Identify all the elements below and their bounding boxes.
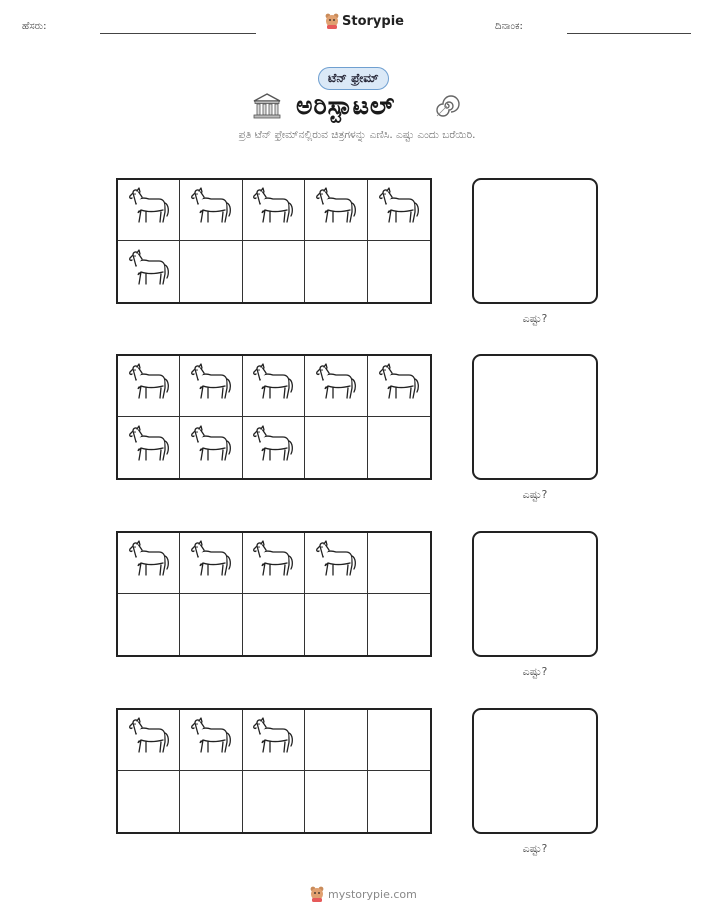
page-title: ಅರಿಸ್ಟಾಟಲ್: [296, 91, 396, 120]
horse-icon: [377, 184, 421, 236]
horse-icon: [251, 537, 295, 589]
horse-icon: [314, 360, 358, 412]
ten-frame-cell: [118, 533, 180, 594]
ten-frame-cell: [368, 710, 430, 771]
ten-frame-cell: [305, 356, 367, 417]
answer-box[interactable]: [472, 708, 598, 834]
ten-frame-cell: [305, 771, 367, 832]
ten-frame-cell: [243, 180, 305, 241]
ten-frame-cell: [305, 417, 367, 478]
ten-frame-cell: [368, 771, 430, 832]
spiral-shell-icon: [433, 92, 461, 124]
ten-frame-cell: [118, 241, 180, 302]
footer-site: mystorypie.com: [328, 887, 417, 901]
horse-icon: [189, 422, 233, 474]
name-label: ಹೆಸರು:: [22, 21, 47, 32]
greek-temple-icon: [252, 92, 282, 124]
ten-frame-cell: [243, 241, 305, 302]
answer-box[interactable]: [472, 531, 598, 657]
ten-frame-cell: [180, 594, 242, 655]
horse-icon: [314, 184, 358, 236]
ten-frame-cell: [368, 533, 430, 594]
ten-frame-cell: [368, 356, 430, 417]
footer: [310, 886, 417, 902]
instruction-text: ಪ್ರತಿ ಟೆನ್ ಫ್ರೇಮ್‌ನಲ್ಲಿರುವ ಚಿತ್ರಗಳನ್ನು ಎಣಿಸಿ. ಎಷ್ಟು ಎಂದು ಬರೆಯಿರಿ.: [238, 129, 476, 141]
ten-frame: [116, 178, 432, 304]
ten-frame: [116, 354, 432, 480]
brand-logo: [325, 13, 404, 29]
ten-frame-cell: [305, 710, 367, 771]
horse-icon: [251, 184, 295, 236]
ten-frame-cell: [180, 241, 242, 302]
name-field[interactable]: [100, 33, 256, 34]
ten-frame-cell: [180, 356, 242, 417]
horse-icon: [251, 714, 295, 766]
brand-name: Storypie: [342, 13, 404, 29]
horse-icon: [377, 360, 421, 412]
date-label: ದಿನಾಂಕ:: [495, 21, 523, 32]
ten-frame-cell: [180, 180, 242, 241]
ten-frame-cell: [243, 356, 305, 417]
ten-frame-cell: [368, 417, 430, 478]
horse-icon: [127, 537, 171, 589]
horse-icon: [127, 714, 171, 766]
horse-icon: [127, 422, 171, 474]
horse-icon: [127, 360, 171, 412]
ten-frame-cell: [305, 180, 367, 241]
ten-frame: [116, 708, 432, 834]
ten-frame-cell: [243, 710, 305, 771]
horse-icon: [251, 422, 295, 474]
ten-frame: [116, 531, 432, 657]
how-many-label: ಎಷ್ಟು?: [522, 312, 548, 325]
ten-frame-cell: [243, 417, 305, 478]
ten-frame-badge: ಟೆನ್ ಫ್ರೇಮ್: [318, 67, 389, 90]
how-many-label: ಎಷ್ಟು?: [522, 665, 548, 678]
ten-frame-cell: [180, 710, 242, 771]
horse-icon: [189, 537, 233, 589]
horse-icon: [127, 184, 171, 236]
ten-frame-cell: [305, 594, 367, 655]
bear-mascot-icon: [325, 13, 339, 29]
ten-frame-cell: [118, 710, 180, 771]
ten-frame-cell: [118, 771, 180, 832]
ten-frame-cell: [118, 594, 180, 655]
ten-frame-cell: [118, 417, 180, 478]
ten-frame-cell: [118, 180, 180, 241]
bear-mascot-icon: [310, 886, 324, 902]
horse-icon: [189, 360, 233, 412]
ten-frame-cell: [180, 417, 242, 478]
how-many-label: ಎಷ್ಟು?: [522, 842, 548, 855]
ten-frame-cell: [243, 771, 305, 832]
ten-frame-cell: [305, 533, 367, 594]
how-many-label: ಎಷ್ಟು?: [522, 488, 548, 501]
horse-icon: [314, 537, 358, 589]
answer-box[interactable]: [472, 178, 598, 304]
ten-frame-cell: [368, 180, 430, 241]
answer-box[interactable]: [472, 354, 598, 480]
ten-frame-cell: [368, 241, 430, 302]
horse-icon: [251, 360, 295, 412]
horse-icon: [127, 246, 171, 298]
ten-frame-cell: [243, 533, 305, 594]
ten-frame-cell: [180, 533, 242, 594]
ten-frame-cell: [243, 594, 305, 655]
date-field[interactable]: [567, 33, 691, 34]
ten-frame-cell: [180, 771, 242, 832]
horse-icon: [189, 184, 233, 236]
ten-frame-cell: [305, 241, 367, 302]
horse-icon: [189, 714, 233, 766]
ten-frame-cell: [368, 594, 430, 655]
ten-frame-cell: [118, 356, 180, 417]
